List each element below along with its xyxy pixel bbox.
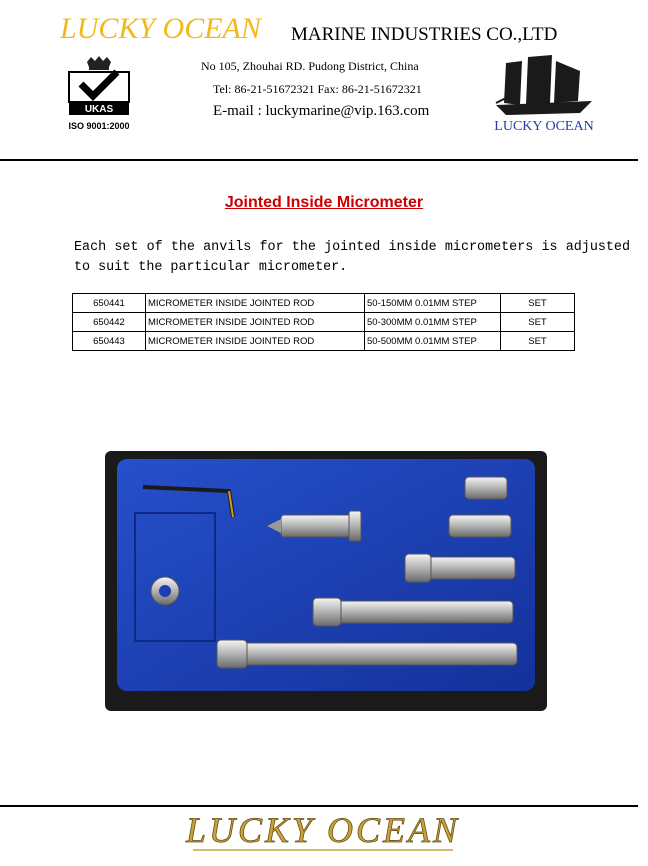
item-code: 650441: [73, 294, 146, 313]
item-name: MICROMETER INSIDE JOINTED ROD: [146, 313, 365, 332]
item-spec: 50-300MM 0.01MM STEP: [365, 313, 501, 332]
item-name: MICROMETER INSIDE JOINTED ROD: [146, 294, 365, 313]
product-photo: [105, 451, 547, 711]
table-row: [73, 294, 575, 313]
header-rule: [0, 159, 638, 161]
item-unit: SET: [501, 332, 575, 351]
extension-rod-xs: [465, 477, 507, 499]
ship-logo: [492, 53, 596, 137]
crown-icon: [87, 56, 111, 70]
product-table: [72, 293, 575, 351]
footer-brand: LUCKY OCEAN: [185, 810, 461, 850]
company-tel-fax: Tel: 86-21-51672321 Fax: 86-21-51672321: [213, 82, 422, 96]
table-row: [73, 313, 575, 332]
extension-rod-xl: [217, 640, 517, 668]
company-address: No 105, Zhouhai RD. Pudong District, China: [201, 59, 419, 73]
extension-rod-l: [313, 598, 513, 626]
company-email: E-mail : luckymarine@vip.163.com: [213, 103, 430, 119]
item-unit: SET: [501, 294, 575, 313]
ship-logo-text: LUCKY OCEAN: [494, 119, 594, 134]
item-name: MICROMETER INSIDE JOINTED ROD: [146, 332, 365, 351]
item-code: 650442: [73, 313, 146, 332]
item-spec: 50-500MM 0.01MM STEP: [365, 332, 501, 351]
product-title: Jointed Inside Micrometer: [224, 194, 424, 211]
item-unit: SET: [501, 313, 575, 332]
item-code: 650443: [73, 332, 146, 351]
brand-name: LUCKY OCEAN: [60, 12, 261, 45]
sailing-ship-icon: [496, 55, 592, 115]
table-row: [73, 332, 575, 351]
iso-label: ISO 9001:2000: [68, 121, 130, 131]
ukas-label: UKAS: [84, 104, 114, 115]
ukas-certification-logo: [63, 54, 135, 134]
company-name: MARINE INDUSTRIES CO.,LTD: [291, 24, 558, 45]
extension-rod-m: [405, 554, 515, 582]
item-spec: 50-150MM 0.01MM STEP: [365, 294, 501, 313]
extension-rod-s: [449, 515, 511, 537]
footer-logo: [173, 806, 473, 860]
product-description: Each set of the anvils for the jointed inside micrometers is adjusted to suit the particular micrometer.: [74, 240, 630, 275]
